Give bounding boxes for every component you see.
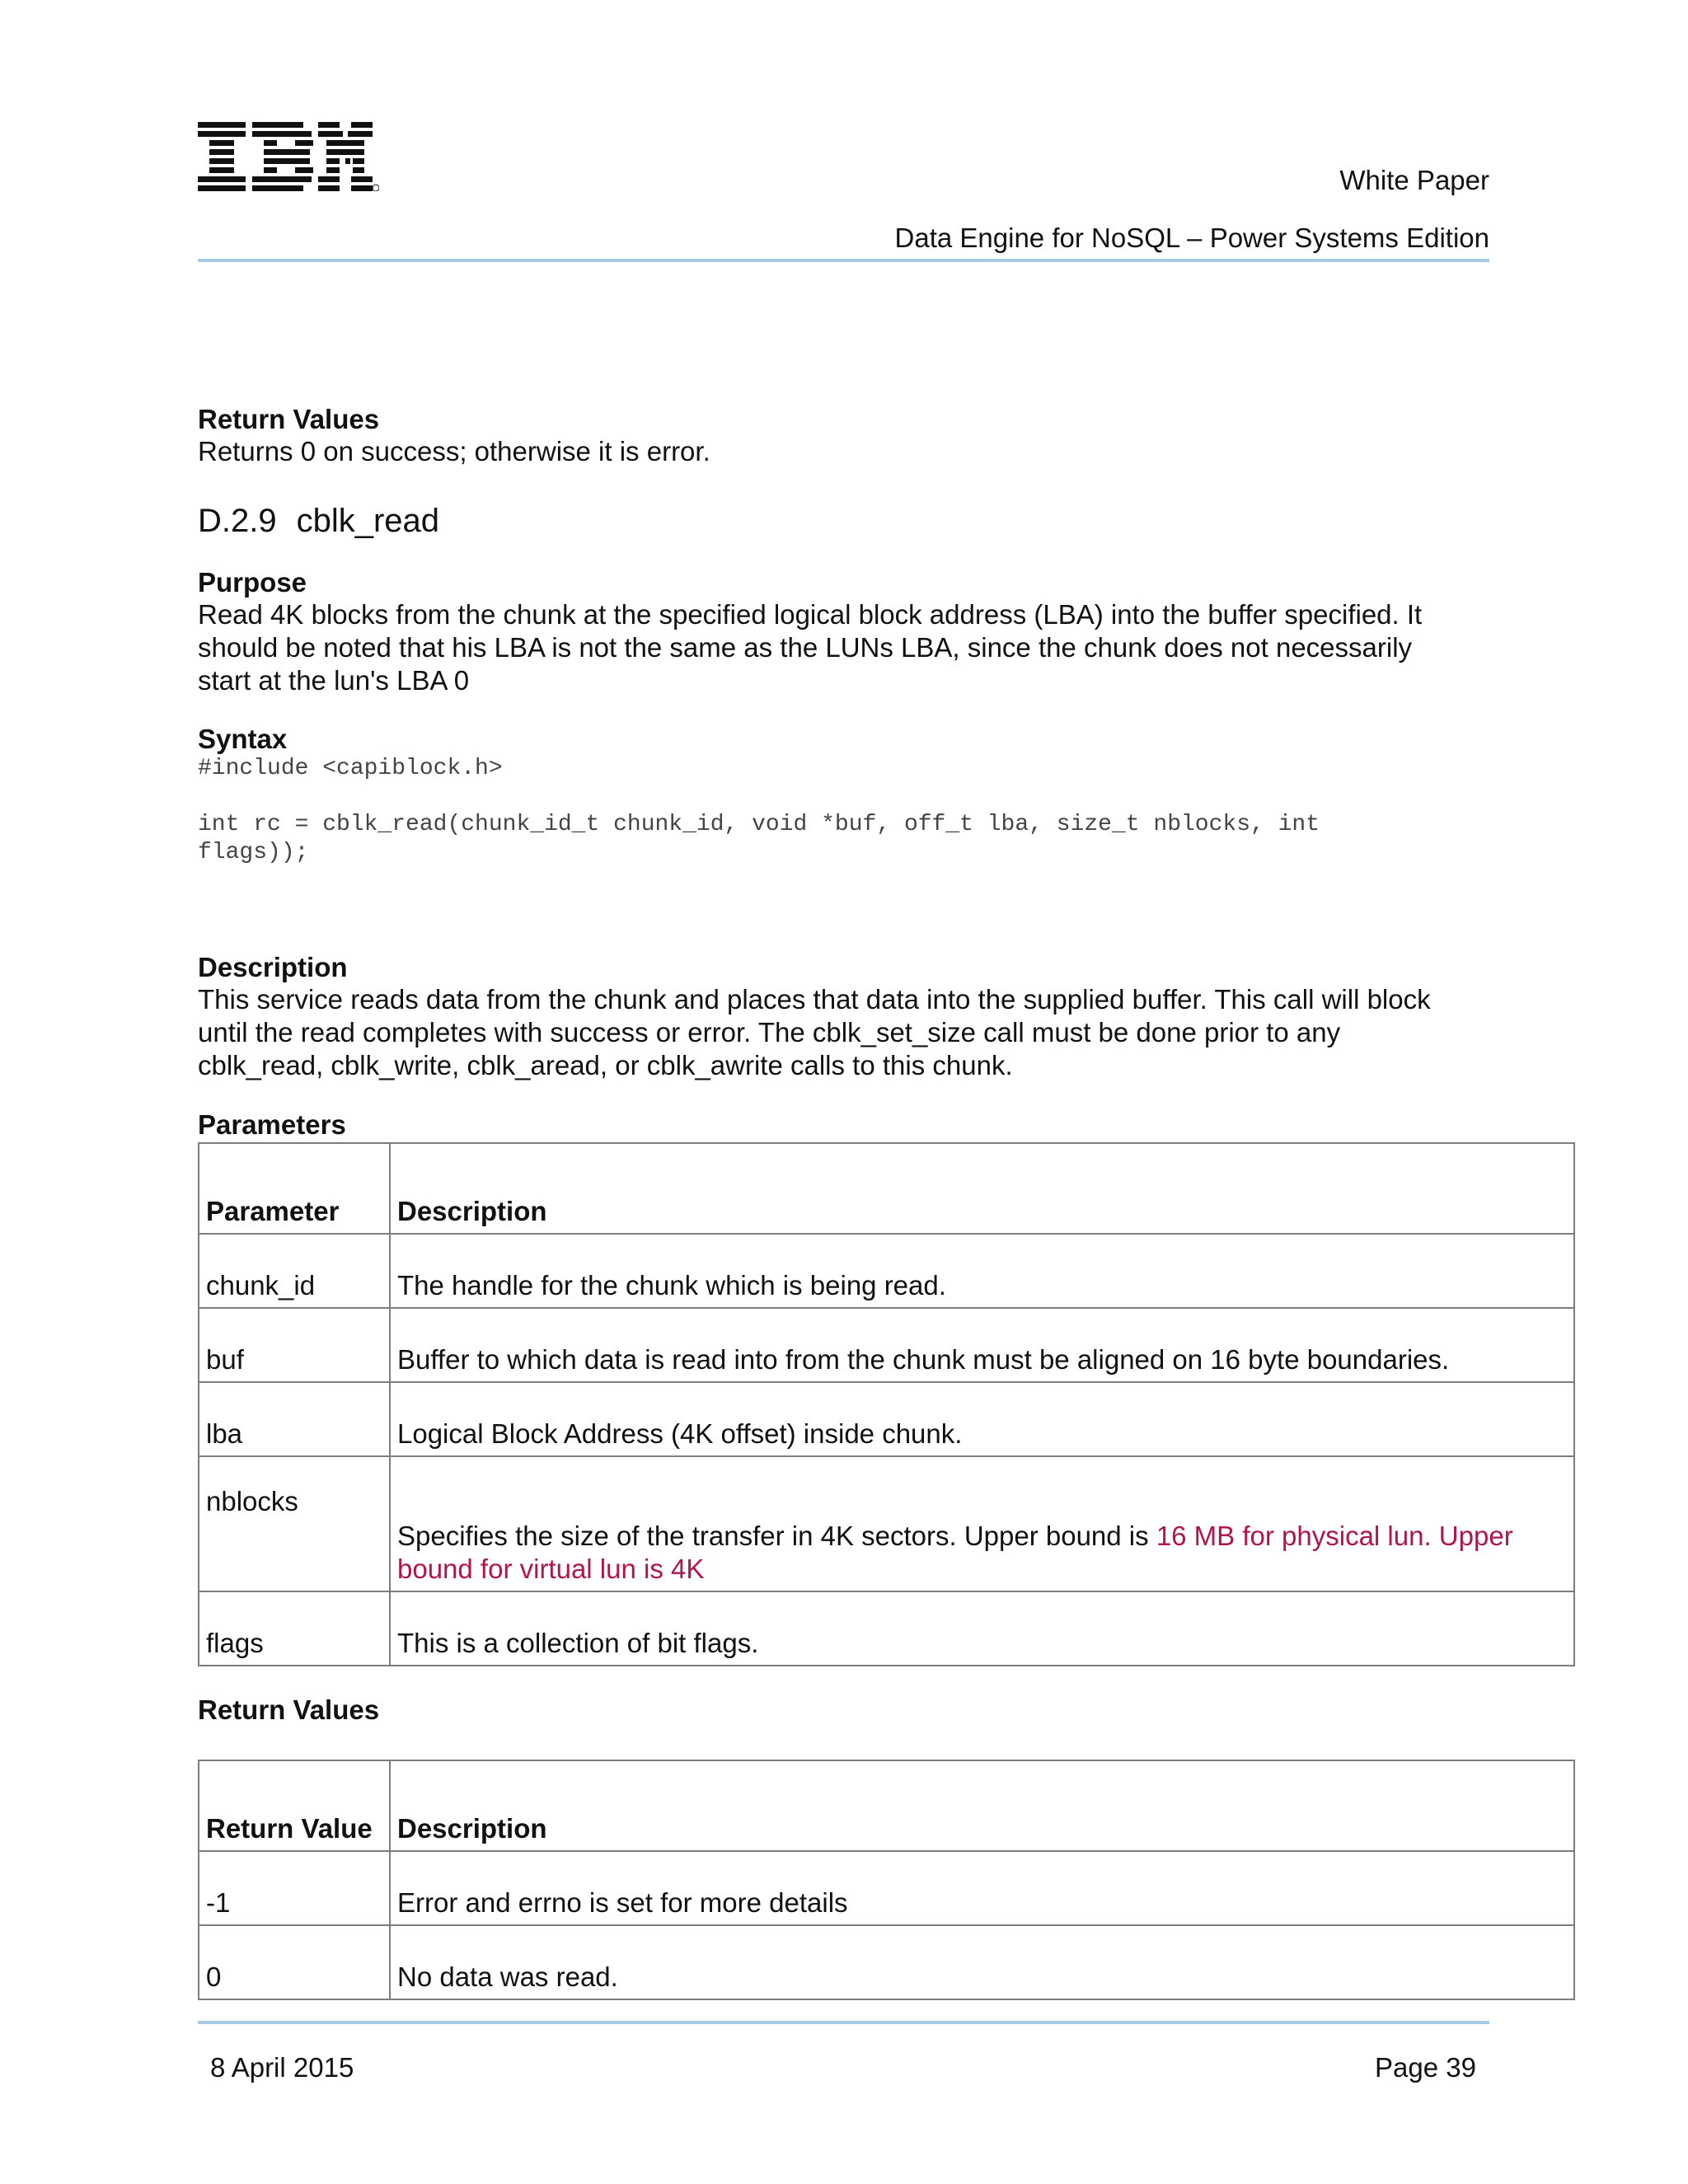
- table-header-row: [199, 1143, 1574, 1234]
- parameter-name: chunk_id: [199, 1234, 390, 1308]
- header-rule: [198, 259, 1489, 262]
- parameter-description: Buffer to which data is read into from the chunk must be aligned on 16 byte boundaries.: [390, 1308, 1574, 1382]
- footer-date: 8 April 2015: [210, 2052, 354, 2083]
- parameter-description: This is a collection of bit flags.: [390, 1591, 1574, 1666]
- section-title: [198, 503, 439, 540]
- parameter-description: The handle for the chunk which is being read.: [390, 1234, 1574, 1308]
- column-header: Description: [390, 1760, 1574, 1851]
- document-type: White Paper: [1339, 165, 1489, 195]
- table-row: [199, 1382, 1574, 1456]
- column-header: Description: [390, 1143, 1574, 1234]
- parameter-description-text: Specifies the size of the transfer in 4K sectors. Upper bound is: [397, 1521, 1156, 1551]
- return-values-heading: Return Values: [198, 1694, 380, 1725]
- parameter-name: buf: [199, 1308, 390, 1382]
- description-heading: Description: [198, 952, 348, 982]
- return-values-table: [198, 1760, 1575, 2000]
- parameter-name: lba: [199, 1382, 390, 1456]
- syntax-call-line2: flags));: [198, 840, 309, 865]
- purpose-heading: Purpose: [198, 567, 307, 598]
- description-text: This service reads data from the chunk and places that data into the supplied buffer. This call will block until the read completes with success or error. The cblk_set_size call must be done prior to any cblk_read, cblk_write, cblk_aread, or cblk_awrite calls to this chunk.: [198, 984, 1431, 1080]
- parameter-description-highlight: 16 MB for physical lun. Upper bound for virtual lun is 4K: [397, 1521, 1513, 1584]
- parameter-description: Logical Block Address (4K offset) inside chunk.: [390, 1382, 1574, 1456]
- prev-return-values-heading: Return Values: [198, 404, 380, 434]
- footer-rule: [198, 2021, 1489, 2024]
- column-header: Return Value: [199, 1760, 390, 1851]
- syntax-include: #include <capiblock.h>: [198, 756, 503, 781]
- table-row: [199, 1925, 1574, 1999]
- parameter-description: [390, 1456, 1574, 1591]
- column-header: Parameter: [199, 1143, 390, 1234]
- table-header-row: [199, 1760, 1574, 1851]
- syntax-call-line1: int rc = cblk_read(chunk_id_t chunk_id, void *buf, off_t lba, size_t nblocks, int: [198, 812, 1320, 837]
- ibm-logo: [198, 122, 379, 191]
- section-name: cblk_read: [296, 503, 440, 539]
- table-row: [199, 1851, 1574, 1925]
- document-title: Data Engine for NoSQL – Power Systems Edition: [894, 223, 1489, 253]
- table-row: [199, 1456, 1574, 1591]
- parameters-heading: Parameters: [198, 1109, 346, 1140]
- return-description: No data was read.: [390, 1925, 1574, 1999]
- parameters-table: [198, 1142, 1575, 1666]
- purpose-text: Read 4K blocks from the chunk at the specified logical block address (LBA) into the buffer specified. It should be noted that his LBA is not the same as the LUNs LBA, since the chunk does not necessarily start at the lun's LBA 0: [198, 599, 1423, 696]
- table-row: [199, 1591, 1574, 1666]
- return-value: 0: [199, 1925, 390, 1999]
- return-value: -1: [199, 1851, 390, 1925]
- prev-return-values-text: Returns 0 on success; otherwise it is error.: [198, 436, 710, 466]
- table-row: [199, 1308, 1574, 1382]
- return-description: Error and errno is set for more details: [390, 1851, 1574, 1925]
- parameter-name: nblocks: [199, 1456, 390, 1591]
- parameter-name: flags: [199, 1591, 390, 1666]
- table-row: [199, 1234, 1574, 1308]
- section-number: D.2.9: [198, 503, 277, 539]
- page-number: Page 39: [1375, 2052, 1476, 2083]
- syntax-heading: Syntax: [198, 724, 288, 754]
